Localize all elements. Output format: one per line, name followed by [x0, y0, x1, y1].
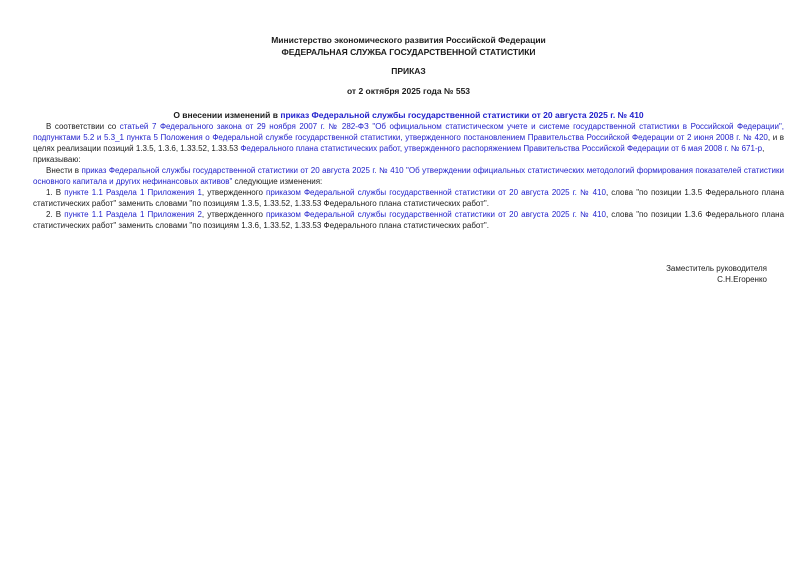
- document-link[interactable]: пункте 1.1 Раздела 1 Приложения 2: [64, 210, 202, 219]
- document-link[interactable]: статьей 7 Федерального закона от 29 ноября 2007 г. № 282-ФЗ "Об официальном статистическом учете и системе государственной статистики в Российской Федерации", подпунктами 5.2 и 5.3_1 пункта 5 Положения о Федеральной службе государственной статистики, утвержденного постановлением Правительства Российской Федерации от 2 июня 2008 г. № 420: [33, 122, 785, 142]
- text-segment: , слова "по позиции 1.3.5 Федерального плана статистических работ" заменить словами "по позициям 1.3.5, 1.33.52, 1.33.53 Федерального плана статистических работ".: [33, 188, 785, 208]
- document-title: [33, 110, 784, 121]
- document-link[interactable]: приказ Федеральной службы государственной статистики от 20 августа 2025 г. № 410: [280, 110, 644, 120]
- agency-name: ФЕДЕРАЛЬНАЯ СЛУЖБА ГОСУДАРСТВЕННОЙ СТАТИСТИКИ: [281, 47, 536, 57]
- document-link[interactable]: Федерального плана статистических работ, утвержденного распоряжением Правительства Российской Федерации от 6 мая 2008 г. № 671-р: [240, 144, 763, 153]
- text-segment: , и в целях реализации позиций 1.3.5, 1.3.6, 1.33.52, 1.33.53: [33, 133, 785, 153]
- decision-paragraph: [33, 165, 784, 187]
- text-segment: В соответствии со: [46, 122, 120, 131]
- document-type: ПРИКАЗ: [391, 66, 426, 76]
- ministry-name: Министерство экономического развития Российской Федерации: [271, 35, 546, 45]
- text-segment: Внести в: [46, 166, 82, 175]
- text-segment: , слова "по позиции 1.3.6 Федерального плана статистических работ" заменить словами "по позициям 1.3.6, 1.33.52, 1.33.53 Федерального плана статистических работ".: [33, 210, 785, 230]
- text-segment: О внесении изменений в: [173, 110, 281, 120]
- document-link[interactable]: приказ Федеральной службы государственной статистики от 20 августа 2025 г. № 410 "Об утверждении официальных статистических методологий формирования показателей статистики основного капитала и других нефинансовых активов": [33, 166, 784, 186]
- text-segment: 2. В: [46, 210, 65, 219]
- document-link[interactable]: пункте 1.1 Раздела 1 Приложения 1: [64, 188, 202, 197]
- signature-block: [33, 263, 767, 285]
- text-segment: следующие изменения:: [232, 177, 323, 186]
- preamble-paragraph: [33, 121, 784, 154]
- text-segment: , утвержденного: [201, 210, 267, 219]
- text-segment: ,: [762, 144, 765, 153]
- amendment-item-1: [33, 187, 784, 209]
- document-header: [33, 34, 784, 97]
- amendment-item-2: [33, 209, 784, 231]
- signer-position: Заместитель руководителя: [666, 264, 767, 273]
- text-segment: 1. В: [46, 188, 65, 197]
- document-link[interactable]: приказом Федеральной службы государственной статистики от 20 августа 2025 г. № 410: [266, 188, 606, 197]
- text-segment: , утвержденного: [201, 188, 267, 197]
- document-date-number: от 2 октября 2025 года № 553: [346, 86, 471, 96]
- document-link[interactable]: приказом Федеральной службы государственной статистики от 20 августа 2025 г. № 410: [266, 210, 606, 219]
- signer-name: С.Н.Егоренко: [717, 275, 767, 284]
- order-word: приказываю:: [33, 155, 81, 164]
